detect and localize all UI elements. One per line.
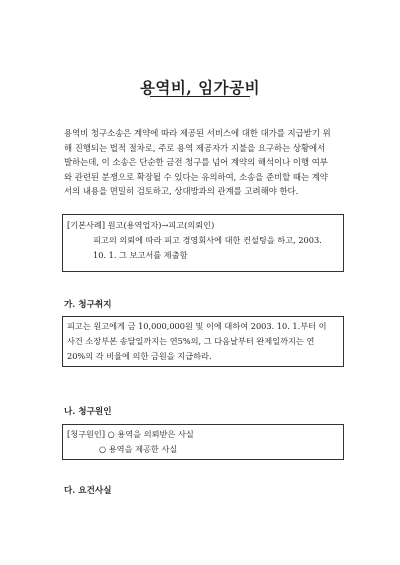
claim-purpose-line: 사건 소장부본 송달일까지는 연5%의, 그 다음날부터 완제일까지는 연 [67, 336, 315, 346]
basic-case-box [62, 214, 344, 272]
intro-paragraph [64, 126, 346, 199]
section-heading-claim-purpose: 가. 청구취지 [64, 300, 112, 310]
section-heading-claim-cause: 나. 청구원인 [64, 407, 112, 417]
title-underline [150, 96, 250, 97]
page-title: 용역비, 임가공비 [139, 78, 261, 97]
claim-cause-line: [청구원인] ○ 용역을 의뢰받은 사실 [67, 429, 194, 439]
claim-purpose-box [62, 316, 344, 367]
claim-cause-line: ○ 용역을 제공한 사실 [99, 444, 178, 454]
claim-purpose-line: 20%의 각 비율에 의한 금원을 지급하라. [67, 351, 212, 361]
intro-line: 해 진행되는 법적 절차로, 주로 용역 제공자가 지불을 요구하는 상황에서 [64, 142, 326, 153]
claim-cause-box [62, 424, 344, 460]
section-heading-requirements: 다. 요건사실 [64, 486, 112, 496]
intro-line: 용역비 청구소송은 계약에 따라 제공된 서비스에 대한 대가를 지급받기 위 [64, 128, 331, 138]
intro-line: 와 관련된 분쟁으로 확장될 수 있다는 유의하여, 소송을 준비할 때는 계약 [64, 171, 328, 182]
intro-line: 발하는데, 이 소송은 단순한 금전 청구를 넘어 계약의 해석이나 이행 여부 [64, 157, 328, 167]
basic-case-text: 10. 1. 그 보고서를 제출함 [93, 250, 188, 260]
intro-line: 서의 내용을 면밀히 검토하고, 상대방과의 관계를 고려해야 한다. [64, 186, 299, 196]
basic-case-text: 피고의 의뢰에 따라 피고 경영회사에 대한 컨설팅을 하고, 2003. [93, 235, 322, 245]
basic-case-header: [기본사례] 원고(용역업자)→피고(의뢰인) [67, 220, 215, 230]
claim-purpose-line: 피고는 원고에게 금 10,000,000원 및 이에 대하여 2003. 10. 1.부터 이 [67, 321, 327, 331]
